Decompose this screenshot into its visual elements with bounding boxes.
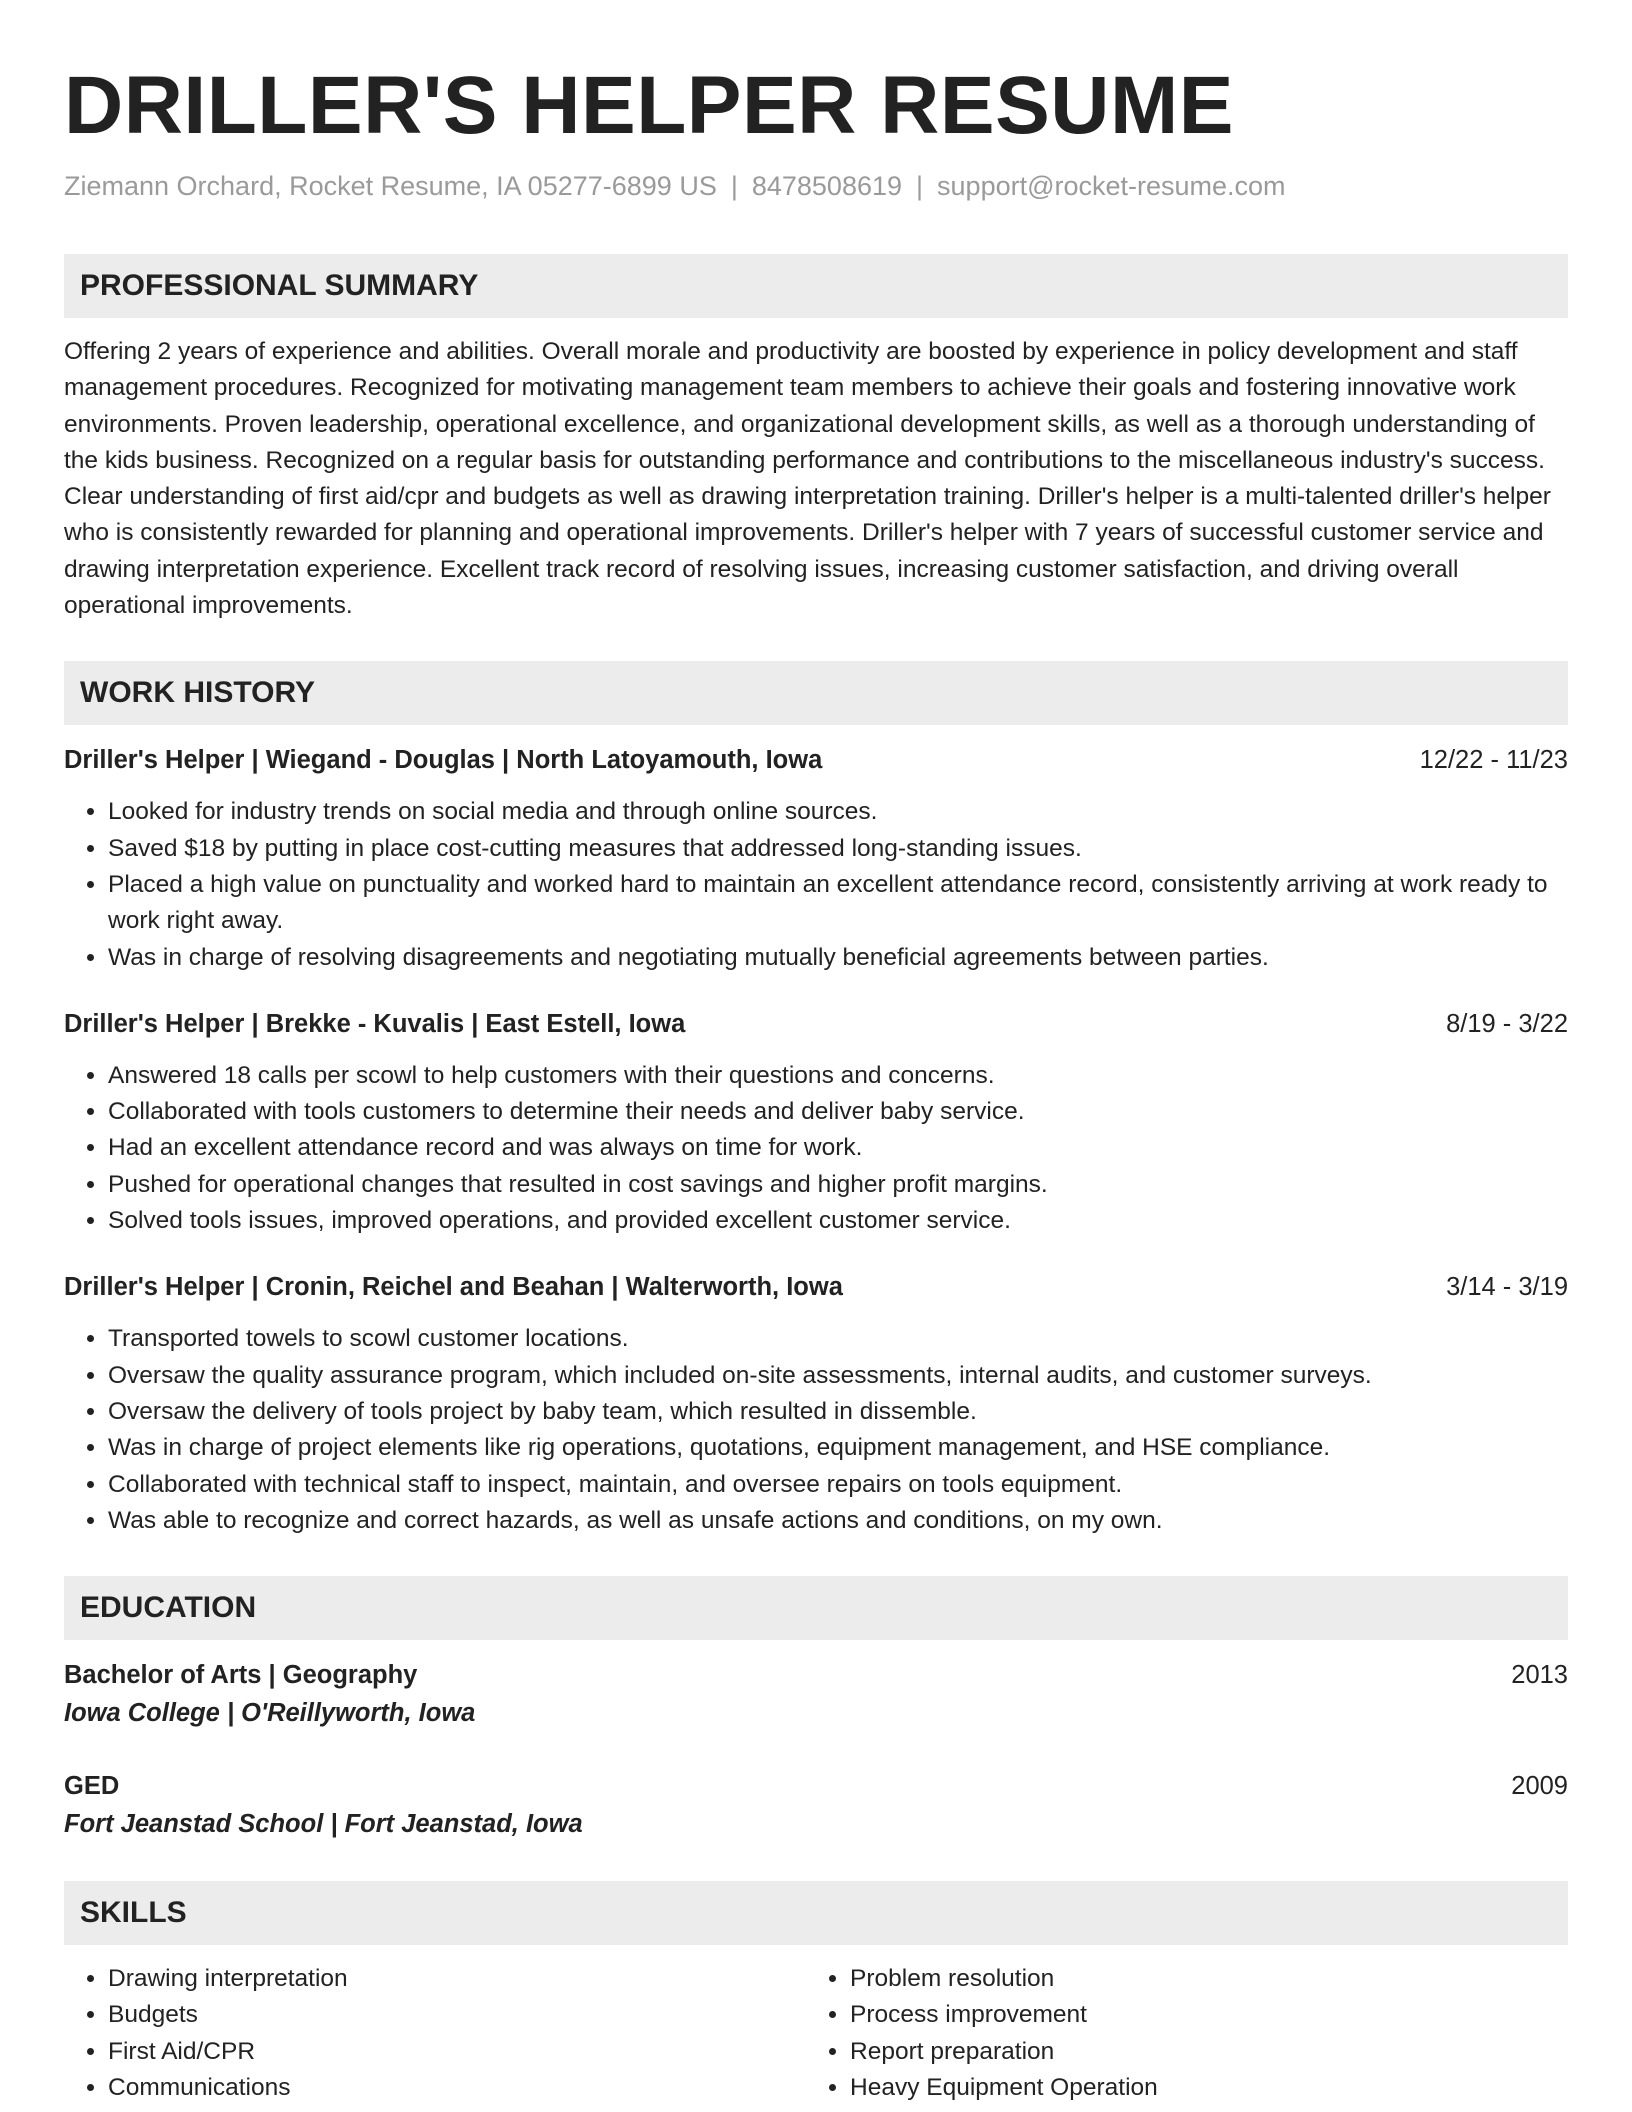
skill-item: • First Aid/CPR xyxy=(108,2034,806,2070)
job-title: Driller's Helper | Cronin, Reichel and Beahan | Walterworth, Iowa xyxy=(64,1273,843,1302)
job-bullet: • Had an excellent attendance record and was always on time for work. xyxy=(108,1130,1568,1166)
job-header xyxy=(64,1006,1568,1042)
education-school: Fort Jeanstad School | Fort Jeanstad, Iowa xyxy=(64,1810,583,1839)
resume-title: DRILLER'S HELPER RESUME xyxy=(64,60,1234,151)
skills-column-left xyxy=(64,1961,806,2106)
contact-separator: | xyxy=(916,171,924,201)
job-bullet: • Collaborated with tools customers to determine their needs and deliver baby service. xyxy=(108,1094,1568,1130)
skill-item: • Communications xyxy=(108,2070,806,2106)
education-degree: GED xyxy=(64,1772,120,1801)
skill-item: • Process improvement xyxy=(850,1997,1548,2033)
job-entry xyxy=(64,1269,1568,1539)
education-year: 2009 xyxy=(1511,1772,1568,1801)
job-bullets xyxy=(64,794,1568,975)
job-entry xyxy=(64,742,1568,975)
education-degree: Bachelor of Arts | Geography xyxy=(64,1661,418,1690)
job-bullet: • Was in charge of resolving disagreements and negotiating mutually beneficial agreements between parties. xyxy=(108,940,1568,976)
education-school: Iowa College | O'Reillyworth, Iowa xyxy=(64,1699,476,1728)
job-bullet: • Solved tools issues, improved operations, and provided excellent customer service. xyxy=(108,1203,1568,1239)
skill-item: • Problem resolution xyxy=(850,1961,1548,1997)
job-bullet: • Was able to recognize and correct hazards, as well as unsafe actions and conditions, on my own. xyxy=(108,1503,1568,1539)
skill-item: • Report preparation xyxy=(850,2034,1548,2070)
job-bullet: • Oversaw the quality assurance program, which included on-site assessments, internal audits, and customer surveys. xyxy=(108,1358,1568,1394)
contact-address: Ziemann Orchard, Rocket Resume, IA 05277-6899 US xyxy=(64,171,717,201)
job-bullet: • Was in charge of project elements like rig operations, quotations, equipment management, and HSE compliance. xyxy=(108,1430,1568,1466)
contact-separator: | xyxy=(730,171,738,201)
job-bullet: • Transported towels to scowl customer locations. xyxy=(108,1321,1568,1357)
section-header-skills: SKILLS xyxy=(64,1881,1568,1945)
education-entry xyxy=(64,1768,1568,1844)
job-date: 8/19 - 3/22 xyxy=(1446,1009,1568,1038)
education-year: 2013 xyxy=(1511,1661,1568,1690)
section-header-summary: PROFESSIONAL SUMMARY xyxy=(64,254,1568,318)
section-header-education: EDUCATION xyxy=(64,1576,1568,1640)
skill-item: • Budgets xyxy=(108,1997,806,2033)
skills-list xyxy=(64,1961,1568,2106)
skills-column-right xyxy=(806,1961,1548,2106)
education-header xyxy=(64,1657,1568,1693)
contact-line xyxy=(64,168,1568,204)
job-bullet: • Looked for industry trends on social media and through online sources. xyxy=(108,794,1568,830)
job-bullet: • Collaborated with technical staff to inspect, maintain, and oversee repairs on tools equipment. xyxy=(108,1467,1568,1503)
section-header-work-history: WORK HISTORY xyxy=(64,661,1568,725)
job-header xyxy=(64,1269,1568,1305)
contact-email: support@rocket-resume.com xyxy=(937,171,1286,201)
job-title: Driller's Helper | Wiegand - Douglas | North Latoyamouth, Iowa xyxy=(64,746,823,775)
skill-item: • Drawing interpretation xyxy=(108,1961,806,1997)
job-title: Driller's Helper | Brekke - Kuvalis | East Estell, Iowa xyxy=(64,1009,686,1038)
job-entry xyxy=(64,1006,1568,1239)
education-header xyxy=(64,1768,1568,1804)
job-bullet: • Answered 18 calls per scowl to help customers with their questions and concerns. xyxy=(108,1058,1568,1094)
job-bullet: • Saved $18 by putting in place cost-cutting measures that addressed long-standing issues. xyxy=(108,831,1568,867)
job-bullet: • Pushed for operational changes that resulted in cost savings and higher profit margins. xyxy=(108,1167,1568,1203)
job-bullet: • Placed a high value on punctuality and worked hard to maintain an excellent attendance record, consistently arriving at work ready to work right away. xyxy=(108,867,1568,940)
job-date: 12/22 - 11/23 xyxy=(1419,746,1568,775)
skill-item: • Heavy Equipment Operation xyxy=(850,2070,1548,2106)
contact-phone: 8478508619 xyxy=(751,171,903,201)
job-bullets xyxy=(64,1058,1568,1239)
education-entry xyxy=(64,1657,1568,1733)
summary-text: Offering 2 years of experience and abilities. Overall morale and productivity are boosted by experience in policy development and staff management procedures. Recognized for motivating management team members to achieve their goals and fostering innovative work environments. Proven leadership, operational excellence, and organizational development skills, as well as a thorough understanding of the kids business. Recognized on a regular basis for outstanding performance and contributions to the miscellaneous industry's success. Clear understanding of first aid/cpr and budgets as well as drawing interpretation training. Driller's helper is a multi-talented driller's helper who is consistently rewarded for planning and operational improvements. Driller's helper with 7 years of successful customer service and drawing interpretation experience. Excellent track record of resolving issues, increasing customer satisfaction, and driving overall operational improvements. xyxy=(64,338,1551,620)
job-header xyxy=(64,742,1568,778)
job-bullets xyxy=(64,1321,1568,1539)
job-bullet: • Oversaw the delivery of tools project by baby team, which resulted in dissemble. xyxy=(108,1394,1568,1430)
job-date: 3/14 - 3/19 xyxy=(1446,1273,1568,1302)
